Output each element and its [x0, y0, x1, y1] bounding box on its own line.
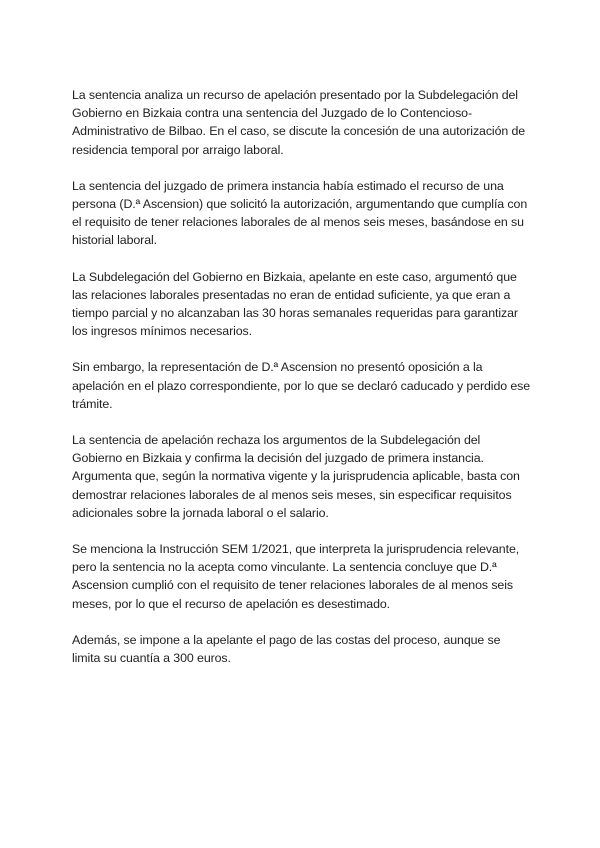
paragraph-first-instance: La sentencia del juzgado de primera instancia había estimado el recurso de una persona (D.ª Ascension) que solicitó la autorización, argumentando que cumplía con el requisito de tener relaciones laborales de al menos seis meses, basándose en su historial laboral. — [72, 178, 528, 248]
paragraph-case-summary: La sentencia analiza un recurso de apelación presentado por la Subdelegación del Gobierno en Bizkaia contra una sentencia del Juzgado de lo Contencioso-Administrativo de Bilbao. En el caso, se discute la concesión de una autorización de residencia temporal por arraigo laboral. — [72, 88, 526, 157]
paragraph-instruction-sem: Se menciona la Instrucción SEM 1/2021, que interpreta la jurisprudencia relevante, pero la sentencia no la acepta como vinculante. La sentencia concluye que D.ª Ascension cumplió con el requisito de tener relaciones laborales de al menos seis meses, por lo que el recurso de apelación es desestimado. — [72, 542, 520, 611]
document-page — [72, 86, 532, 685]
paragraph-no-opposition: Sin embargo, la representación de D.ª Ascension no presentó oposición a la apelación en el plazo correspondiente, por lo que se declaró caducado y perdido ese trámite. — [72, 360, 531, 411]
paragraph-appellant-arguments: La Subdelegación del Gobierno en Bizkaia, apelante en este caso, argumentó que las relaciones laborales presentadas no eran de entidad suficiente, ya que eran a tiempo parcial y no alcanzaban las 30 horas semanales requeridas para garantizar los ingresos mínimos necesarios. — [72, 269, 518, 339]
paragraph-appeal-decision: La sentencia de apelación rechaza los argumentos de la Subdelegación del Gobierno en Bizkaia y confirma la decisión del juzgado de primera instancia. Argumenta que, según la normativa vigente y la jurisprudencia aplicable, basta con demostrar relaciones laborales de al menos seis meses, sin especificar requisitos adicionales sobre la jornada laboral o el salario. — [72, 433, 520, 520]
paragraph-costs: Además, se impone a la apelante el pago de las costas del proceso, aunque se limita su cuantía a 300 euros. — [72, 632, 501, 666]
